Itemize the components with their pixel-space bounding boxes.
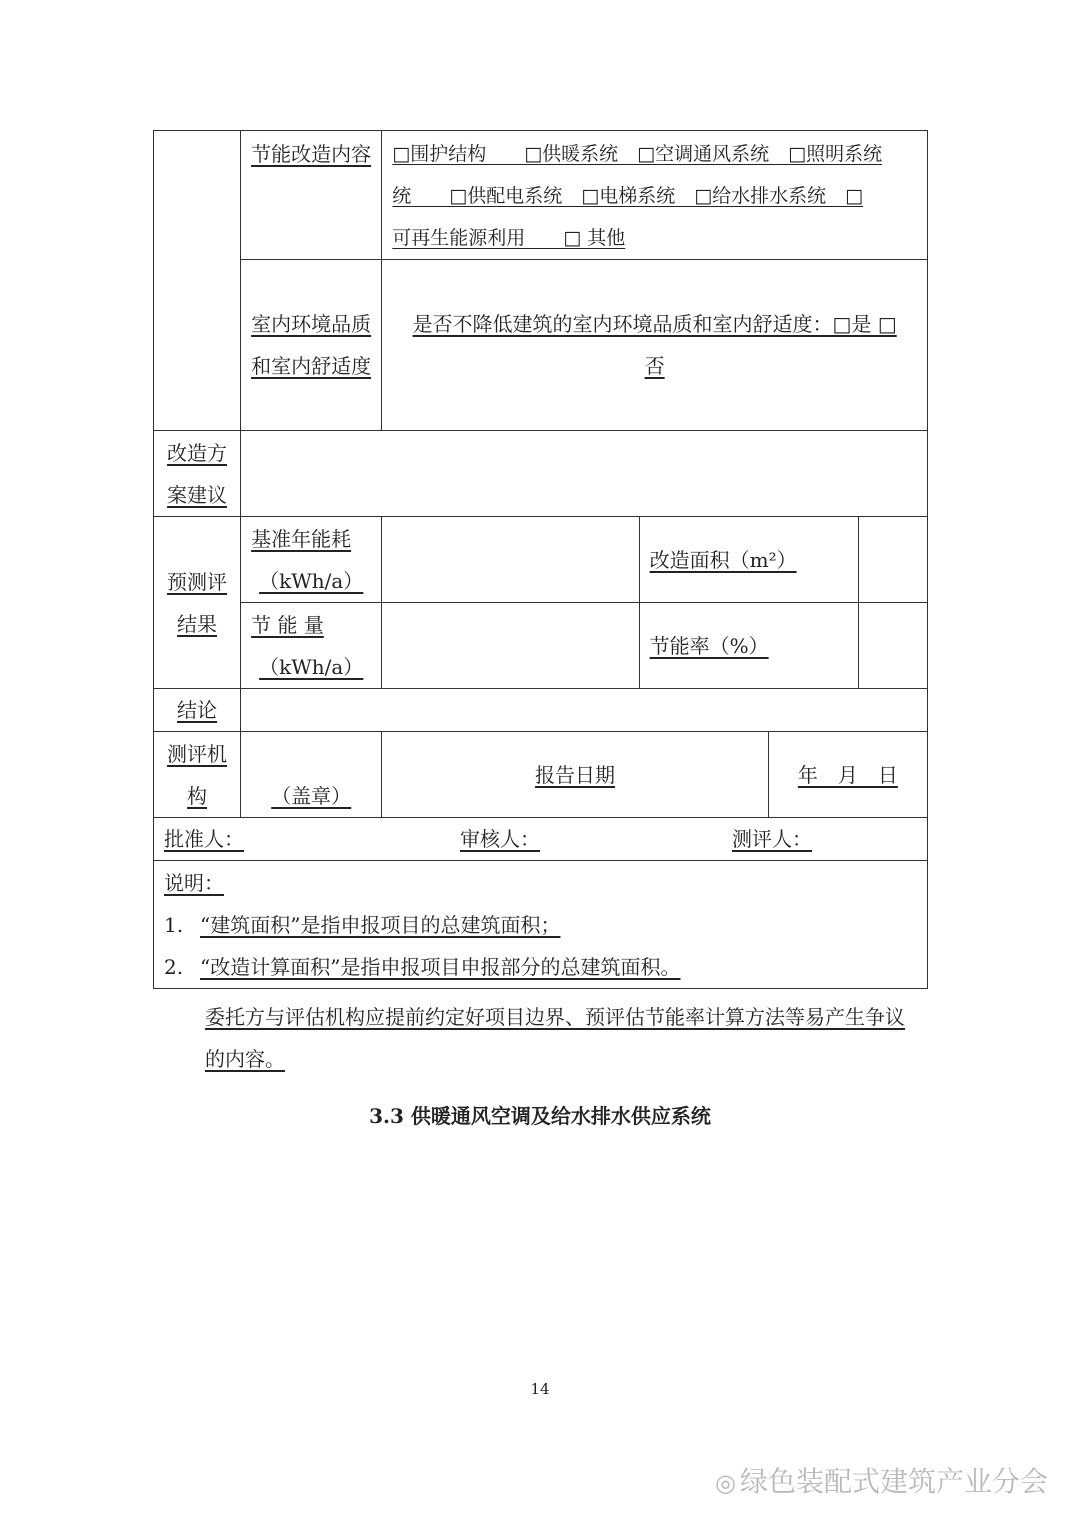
- seal-cell: [241, 732, 382, 818]
- approver-label: 批准人：: [164, 827, 244, 851]
- agreement-text: 委托方与评估机构应提前约定好项目边界、预评估节能率计算方法等易产生争议的内容。: [205, 1005, 905, 1071]
- date-format: 年 月 日: [797, 762, 898, 787]
- report-date-label: 报告日期: [535, 762, 616, 787]
- area-value-cell: [858, 517, 927, 603]
- conclusion-label: 结论: [177, 698, 218, 722]
- area-label: 改造面积（m²）: [649, 547, 797, 572]
- predict-label: 预测评结果: [167, 569, 228, 636]
- blank-category-cell: [154, 131, 241, 431]
- baseline-unit: （kWh/a）: [259, 568, 364, 593]
- indoor-quality-label-cell: [241, 260, 382, 431]
- indoor-no: 否: [644, 354, 665, 378]
- saving-label-cell: [241, 603, 382, 689]
- baseline-label-cell: [241, 517, 382, 603]
- signature-row: [154, 818, 928, 861]
- rate-value-cell: [858, 603, 927, 689]
- rate-label: 节能率（%）: [649, 633, 769, 658]
- reviewer-label: 审核人：: [460, 827, 540, 851]
- plan-label-cell: [154, 431, 241, 517]
- energy-content-line-2: □供配电系统 □电梯系统 □给水排水系统 □: [411, 185, 864, 207]
- saving-label: 节 能 量: [251, 612, 324, 637]
- evaluation-form-table: [153, 130, 928, 989]
- watermark-text: 绿色装配式建筑产业分会: [739, 1465, 1048, 1498]
- conclusion-label-cell: [154, 689, 241, 732]
- saving-unit: （kWh/a）: [259, 654, 364, 679]
- indoor-label-2: 和室内舒适度: [251, 354, 372, 378]
- energy-content-line-1: □围护结构 □供暖系统 □空调通风系统 □照明系统: [392, 143, 883, 165]
- org-label-cell: [154, 732, 241, 818]
- wechat-icon: ◎: [715, 1469, 736, 1497]
- seal-label: （盖章）: [271, 784, 352, 808]
- indoor-label-1: 室内环境品质: [251, 312, 372, 336]
- energy-content-label: 节能改造内容: [251, 142, 372, 166]
- predict-label-cell: [154, 517, 241, 689]
- notes-cell: [154, 861, 928, 989]
- rate-label-cell: [639, 603, 858, 689]
- plan-value-cell: [241, 431, 928, 517]
- indoor-quality-question-cell: [382, 260, 928, 431]
- note-1-number: 1.: [164, 912, 184, 937]
- baseline-value-cell: [382, 517, 639, 603]
- plan-label: 改造方案建议: [167, 440, 228, 507]
- agreement-paragraph: [163, 996, 923, 1080]
- watermark: [715, 1460, 1048, 1500]
- note-1-text: “建筑面积”是指申报项目的总建筑面积；: [200, 912, 561, 937]
- note-2-number: 2.: [164, 954, 184, 979]
- area-label-cell: [639, 517, 858, 603]
- section-heading: 3.3 供暖通风空调及给水排水供应系统: [369, 1104, 711, 1128]
- report-date-label-cell: [382, 732, 768, 818]
- org-label: 测评机构: [167, 741, 228, 808]
- saving-value-cell: [382, 603, 639, 689]
- energy-content-line-2-wrap: 统 □供配电系统 □电梯系统 □给水排水系统 □: [392, 185, 864, 207]
- energy-content-options: [382, 131, 928, 260]
- page-number: 14: [530, 1380, 550, 1398]
- indoor-question: 是否不降低建筑的室内环境品质和室内舒适度：□是 □: [412, 312, 897, 336]
- energy-content-line-3: 可再生能源利用 □ 其他: [392, 227, 626, 249]
- note-2-text: “改造计算面积”是指申报项目申报部分的总建筑面积。: [200, 954, 681, 979]
- baseline-label: 基准年能耗: [251, 526, 352, 551]
- report-date-value-cell: [768, 732, 927, 818]
- evaluator-label: 测评人：: [732, 827, 812, 851]
- notes-title: 说明：: [164, 870, 224, 895]
- energy-content-label-cell: [241, 131, 382, 260]
- conclusion-value-cell: [241, 689, 928, 732]
